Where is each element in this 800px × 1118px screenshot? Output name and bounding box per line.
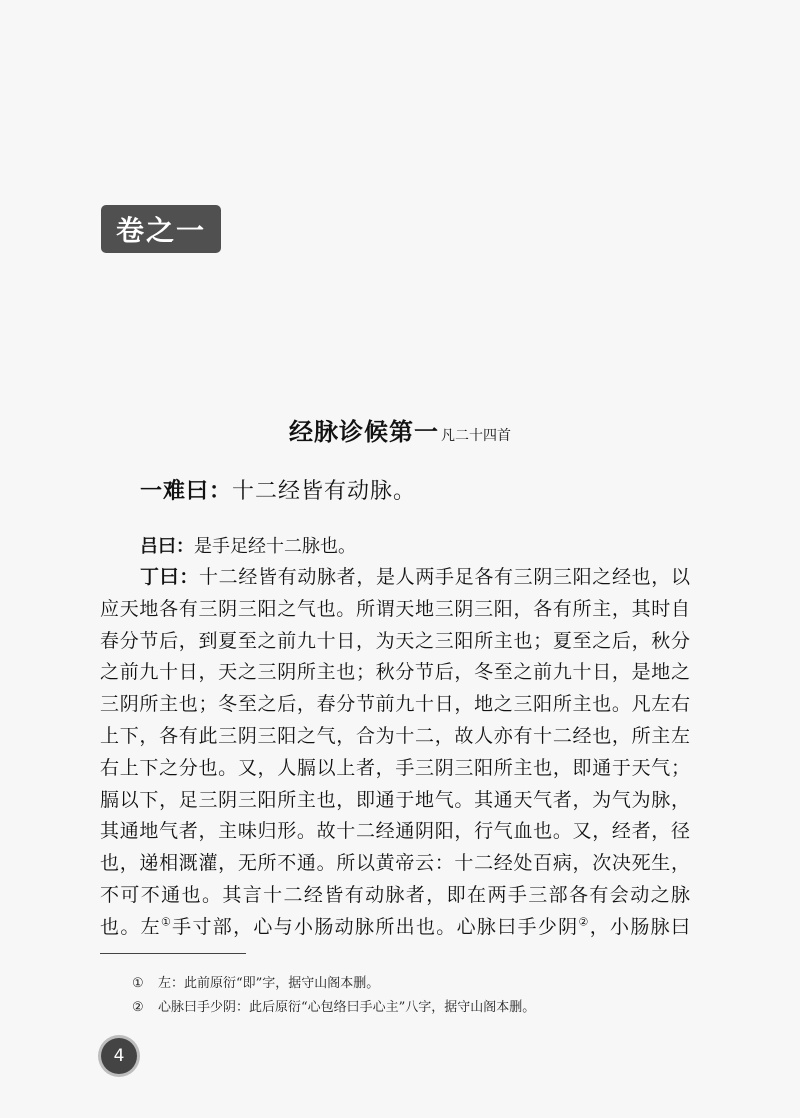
text-line [100, 912, 690, 944]
footnote-2 [132, 996, 535, 1015]
footnote-ref-2[interactable]: ② [578, 915, 590, 929]
text-line: 上下，各有此三阴三阳之气，合为十二，故人亦有十二经也，所主左 [100, 724, 690, 747]
section-heading-text: 十二经皆有动脉。 [232, 479, 417, 504]
volume-label: 卷之一 [101, 205, 221, 253]
footnote-ref-1[interactable]: ① [160, 915, 173, 929]
ding-commentary [100, 562, 690, 944]
lv-commentary [140, 532, 356, 558]
section-heading-lead: 一难曰： [140, 479, 233, 504]
text-line: 三阴所主也；冬至之后，春分节前九十日，地之三阳所主也。凡左右 [100, 693, 690, 716]
page-number: 4 [101, 1038, 137, 1074]
section-heading [140, 474, 416, 505]
text-line: 右上下之分也。又，人膈以上者，手三阴三阳所主也，即通于天气； [100, 756, 690, 779]
text-segment: 手寸部，心与小肠动脉所出也。心脉曰手少阴 [172, 915, 579, 938]
footnote-text: 心脉曰手少阴：此后原衍“心包络曰手心主”八字，据守山阁本删。 [158, 1000, 536, 1015]
text-line: 也，递相溉灌，无所不通。所以黄帝云：十二经处百病，次决死生， [100, 852, 690, 875]
text-line-content: 十二经皆有动脉者，是人两手足各有三阴三阳之经也，以 [199, 566, 690, 588]
lv-text: 是手足经十二脉也。 [194, 536, 356, 557]
text-segment: ，小肠脉曰 [589, 915, 690, 938]
chapter-title: 经脉诊候第一 [289, 418, 439, 446]
text-line: 春分节后，到夏至之前九十日，为天之三阳所主也；夏至之后，秋分 [100, 629, 690, 652]
text-line: 膈以下，足三阴三阳所主也，即通于地气。其通天气者，为气为脉， [100, 788, 690, 811]
footnote-1 [132, 972, 379, 991]
footnote-number: ① [132, 976, 144, 991]
chapter-heading [0, 412, 800, 447]
lv-label: 吕曰： [140, 536, 194, 557]
text-line: 之前九十日，天之三阴所主也；秋分节后，冬至之前九十日，是地之 [100, 661, 690, 684]
text-line: 应天地各有三阴三阳之气也。所谓天地三阴三阳，各有所主，其时自 [100, 597, 690, 620]
footnote-divider [100, 953, 246, 954]
footnote-text: 左：此前原衍“即”字，据守山阁本删。 [158, 976, 380, 991]
text-line: 不可不通也。其言十二经皆有动脉者，即在两手三部各有会动之脉 [100, 883, 690, 906]
text-segment: 也。左 [100, 915, 161, 938]
text-line [100, 562, 690, 594]
ding-label: 丁曰： [140, 566, 199, 588]
text-line: 其通地气者，主味归形。故十二经通阴阳，行气血也。又，经者，径 [100, 820, 690, 843]
footnote-number: ② [132, 1000, 144, 1015]
chapter-subtitle: 凡二十四首 [441, 428, 511, 444]
